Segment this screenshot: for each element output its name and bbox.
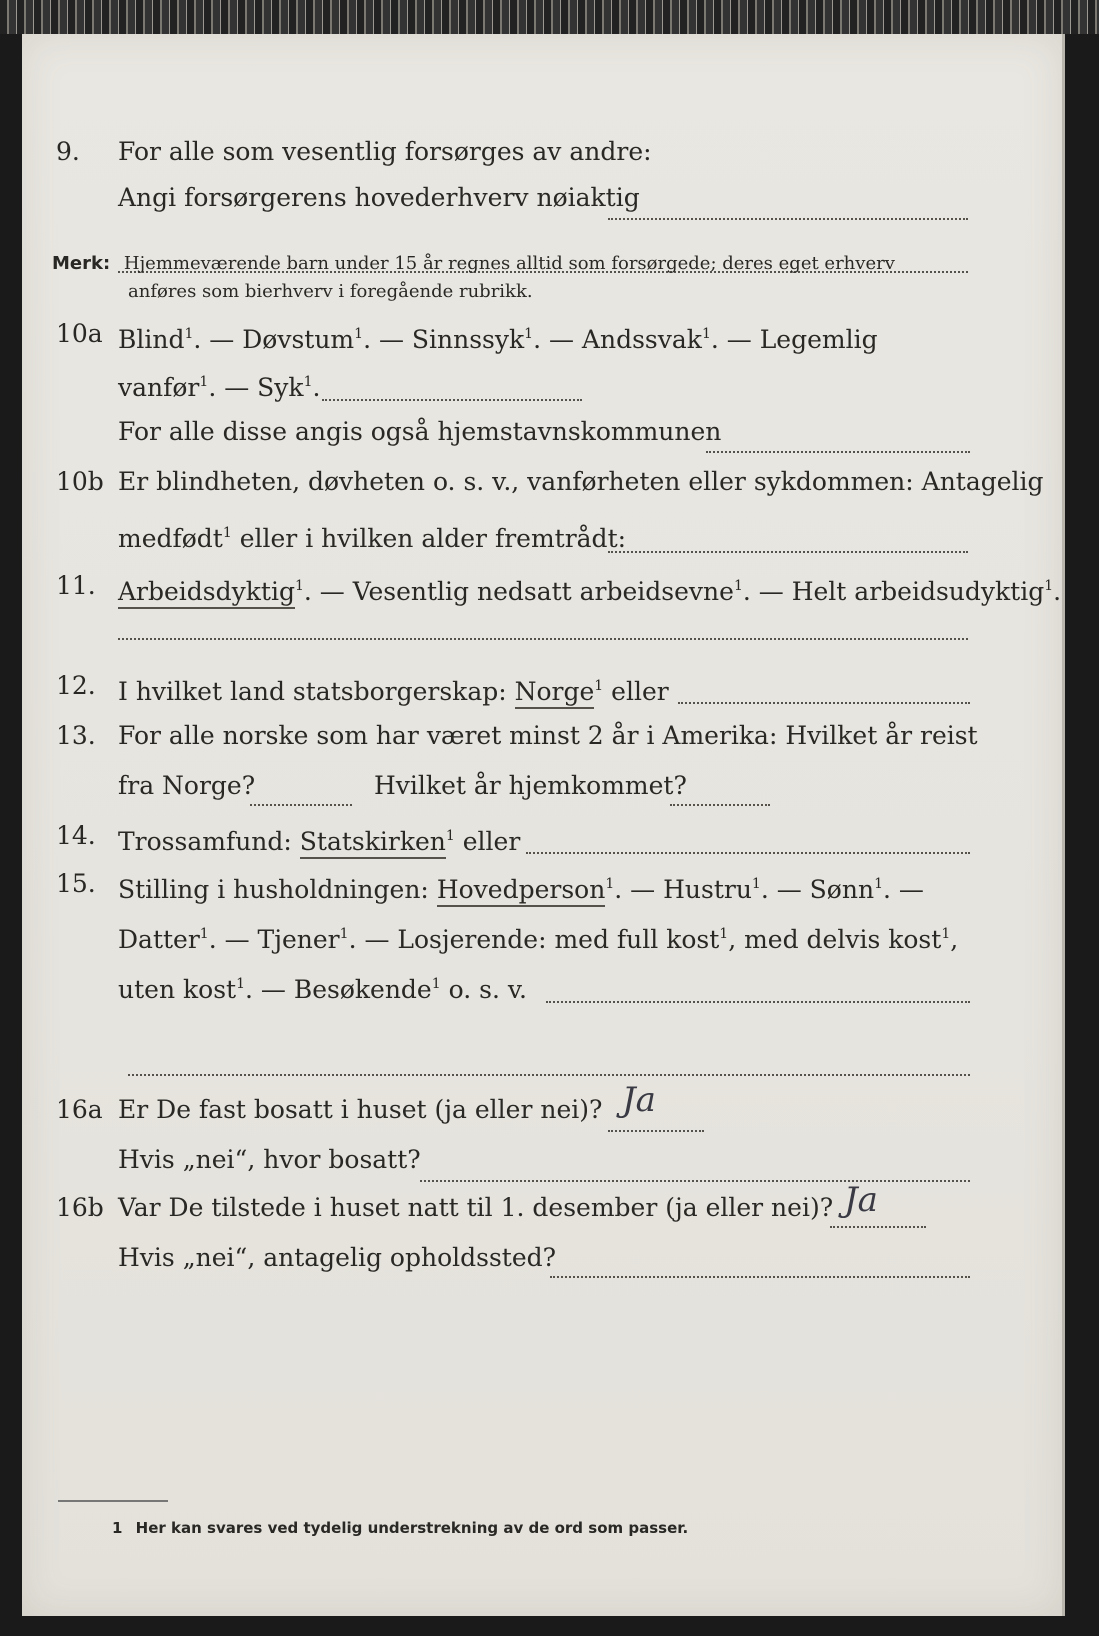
q10b-answer-field[interactable] [608, 551, 968, 553]
opt-tjener[interactable]: . — Tjener [208, 925, 340, 954]
merk-text-1: Hjemmeværende barn under 15 år regnes alltid som forsørgede; deres eget erhverv [123, 253, 895, 274]
q15-dash: . — [883, 875, 924, 904]
sup-16: 1 [199, 926, 209, 942]
sup-5: 1 [199, 374, 209, 390]
sup-18: 1 [719, 926, 729, 942]
q10a-hjemstavn-field[interactable] [706, 451, 970, 453]
q12-number: 12. [56, 671, 96, 700]
opt-andssvak[interactable]: . — Andssvak [533, 325, 702, 354]
q13-number: 13. [56, 721, 96, 750]
opt-sinnssyk[interactable]: . — Sinnssyk [363, 325, 525, 354]
sup-15: 1 [874, 876, 883, 892]
footnote-rule [58, 1500, 168, 1502]
q14-number: 14. [56, 821, 96, 850]
q10b-text-2 [118, 511, 626, 561]
q9-answer-field[interactable] [608, 218, 968, 220]
q10b-line1 [22, 460, 1062, 504]
q15-comma: , [950, 925, 959, 954]
q13-hjemkommet-field[interactable] [670, 804, 770, 806]
q9-line1 [22, 130, 1062, 174]
q10b-alder-label: eller i hvilken alder fremtrådt: [231, 524, 627, 553]
sup-21: 1 [431, 976, 441, 992]
q16b-text-1: Var De tilstede i huset natt til 1. desember (ja eller nei)? [118, 1193, 834, 1222]
q13-reist-field[interactable] [250, 804, 352, 806]
footnote [112, 1519, 688, 1537]
q16b-handwritten-answer: Ja [844, 1180, 878, 1220]
merk-label: Merk: [52, 253, 111, 274]
q15-line1 [22, 862, 1062, 906]
sup-9: 1 [733, 578, 743, 594]
q15-osv: o. s. v. [440, 975, 527, 1004]
q11-text [118, 564, 1061, 614]
q16b-number: 16b [56, 1193, 104, 1222]
opt-uten-kost[interactable]: uten kost [118, 975, 237, 1004]
q16a-text-1: Er De fast bosatt i huset (ja eller nei)? [118, 1095, 603, 1124]
q16b-line2 [22, 1236, 1062, 1280]
opt-legemlig[interactable]: . — Legemlig [710, 325, 878, 354]
q16a-number: 16a [56, 1095, 103, 1124]
sup-7: 1 [222, 525, 232, 541]
q12-eller: eller [603, 677, 669, 706]
opt-hustru[interactable]: . — Hustru [614, 875, 752, 904]
sup-17: 1 [339, 926, 349, 942]
q10a-text-1 [118, 312, 878, 362]
q16b-answer-field[interactable] [830, 1226, 926, 1228]
sup-4: 1 [701, 326, 711, 342]
q12-label: I hvilket land statsborgerskap: [118, 677, 515, 706]
q10a-line1 [22, 312, 1062, 356]
census-form-page [22, 34, 1065, 1616]
q14-answer-field[interactable] [526, 852, 970, 854]
q10a-text-2 [118, 360, 320, 410]
sup-11: 1 [594, 678, 604, 694]
q9-text-2: Angi forsørgerens hovederhverv nøiaktig [118, 183, 640, 212]
opt-sonn[interactable]: . — Sønn [760, 875, 875, 904]
opt-nedsatt[interactable]: . — Vesentlig nedsatt arbeidsevne [303, 577, 734, 606]
q11-number: 11. [56, 571, 96, 600]
opt-datter[interactable]: Datter [118, 925, 200, 954]
opt-statskirken-underlined[interactable]: Statskirken [300, 827, 446, 859]
q10b-text-1: Er blindheten, døvheten o. s. v., vanførheten eller sykdommen: Antagelig [118, 467, 1044, 496]
scanner-edge-strip [0, 0, 1099, 34]
sup-8: 1 [294, 578, 304, 594]
q12-text [118, 664, 669, 714]
q13-line2 [22, 764, 1062, 808]
opt-udyktig[interactable]: . — Helt arbeidsudyktig [742, 577, 1045, 606]
q16a-answer-field[interactable] [608, 1130, 704, 1132]
q10b-line2 [22, 511, 1062, 555]
q16b-opholdssted-field[interactable] [550, 1276, 970, 1278]
q16a-line2 [22, 1138, 1062, 1182]
q10a-period: . [312, 373, 321, 402]
q13-line1 [22, 714, 1062, 758]
q10b-number: 10b [56, 467, 104, 496]
q10a-answer-field[interactable] [322, 399, 582, 401]
sup-12: 1 [445, 828, 455, 844]
sup-1: 1 [184, 326, 194, 342]
opt-dovstum[interactable]: . — Døvstum [193, 325, 355, 354]
q11-answer-field[interactable] [118, 638, 968, 640]
opt-syk[interactable]: . — Syk [208, 373, 304, 402]
q11-line [22, 564, 1062, 608]
sup-3: 1 [524, 326, 534, 342]
q16b-line1 [22, 1186, 1062, 1230]
merk-text-2: anføres som bierhverv i foregående rubrikk. [128, 281, 533, 302]
q13-text-1: For alle norske som har været minst 2 år i Amerika: Hvilket år reist [118, 721, 978, 750]
opt-norge-underlined[interactable]: Norge [515, 677, 595, 709]
q16a-line1 [22, 1088, 1062, 1132]
q15-answer-field-2[interactable] [128, 1074, 970, 1076]
q15-text-1 [118, 862, 924, 912]
q10a-number: 10a [56, 319, 103, 348]
sup-13: 1 [605, 876, 615, 892]
q15-answer-field[interactable] [546, 1001, 970, 1003]
q13-text-2a: fra Norge? [118, 771, 256, 800]
q11-period: . [1053, 577, 1062, 606]
opt-medfodt[interactable]: medfødt [118, 524, 223, 553]
opt-blind[interactable]: Blind [118, 325, 185, 354]
q15-text-2 [118, 912, 958, 962]
q15-number: 15. [56, 869, 96, 898]
opt-hovedperson-underlined[interactable]: Hovedperson [437, 875, 606, 907]
merk-note [52, 250, 895, 278]
q14-eller: eller [454, 827, 521, 856]
q10a-text-3: For alle disse angis også hjemstavnskommunen [118, 417, 722, 446]
q16a-bosatt-field[interactable] [420, 1180, 970, 1182]
sup-2: 1 [354, 326, 364, 342]
opt-vanfor[interactable]: vanfør [118, 373, 200, 402]
q15-line3 [22, 962, 1062, 1006]
opt-full-kost[interactable]: . — Losjerende: med full kost [348, 925, 720, 954]
q13-text-2b: Hvilket år hjemkommet? [374, 771, 687, 800]
q14-label: Trossamfund: [118, 827, 300, 856]
q16b-text-2: Hvis „nei“, antagelig opholdssted? [118, 1243, 557, 1272]
q9-text: For alle som vesentlig forsørges av andre: [118, 137, 652, 166]
q16a-handwritten-answer: Ja [622, 1080, 656, 1120]
q16a-text-2: Hvis „nei“, hvor bosatt? [118, 1145, 421, 1174]
sup-14: 1 [751, 876, 761, 892]
q9-line2 [22, 176, 1062, 220]
sup-10: 1 [1044, 578, 1054, 594]
sup-20: 1 [236, 976, 245, 992]
q15-line2 [22, 912, 1062, 956]
sup-19: 1 [941, 926, 951, 942]
opt-arbeidsdyktig-underlined[interactable]: Arbeidsdyktig [118, 577, 295, 609]
q10a-line3 [22, 410, 1062, 454]
footnote-mark: 1 [112, 1519, 123, 1537]
opt-besokende[interactable]: . — Besøkende [245, 975, 432, 1004]
sup-6: 1 [303, 374, 313, 390]
q10a-line2 [22, 360, 1062, 404]
q12-answer-field[interactable] [678, 702, 970, 704]
footnote-text: Her kan svares ved tydelig understrekning av de ord som passer. [135, 1519, 689, 1537]
q9-number: 9. [56, 137, 80, 166]
q14-text [118, 814, 520, 864]
q15-text-3 [118, 962, 527, 1012]
q15-label: Stilling i husholdningen: [118, 875, 437, 904]
opt-delvis-kost[interactable]: , med delvis kost [728, 925, 942, 954]
